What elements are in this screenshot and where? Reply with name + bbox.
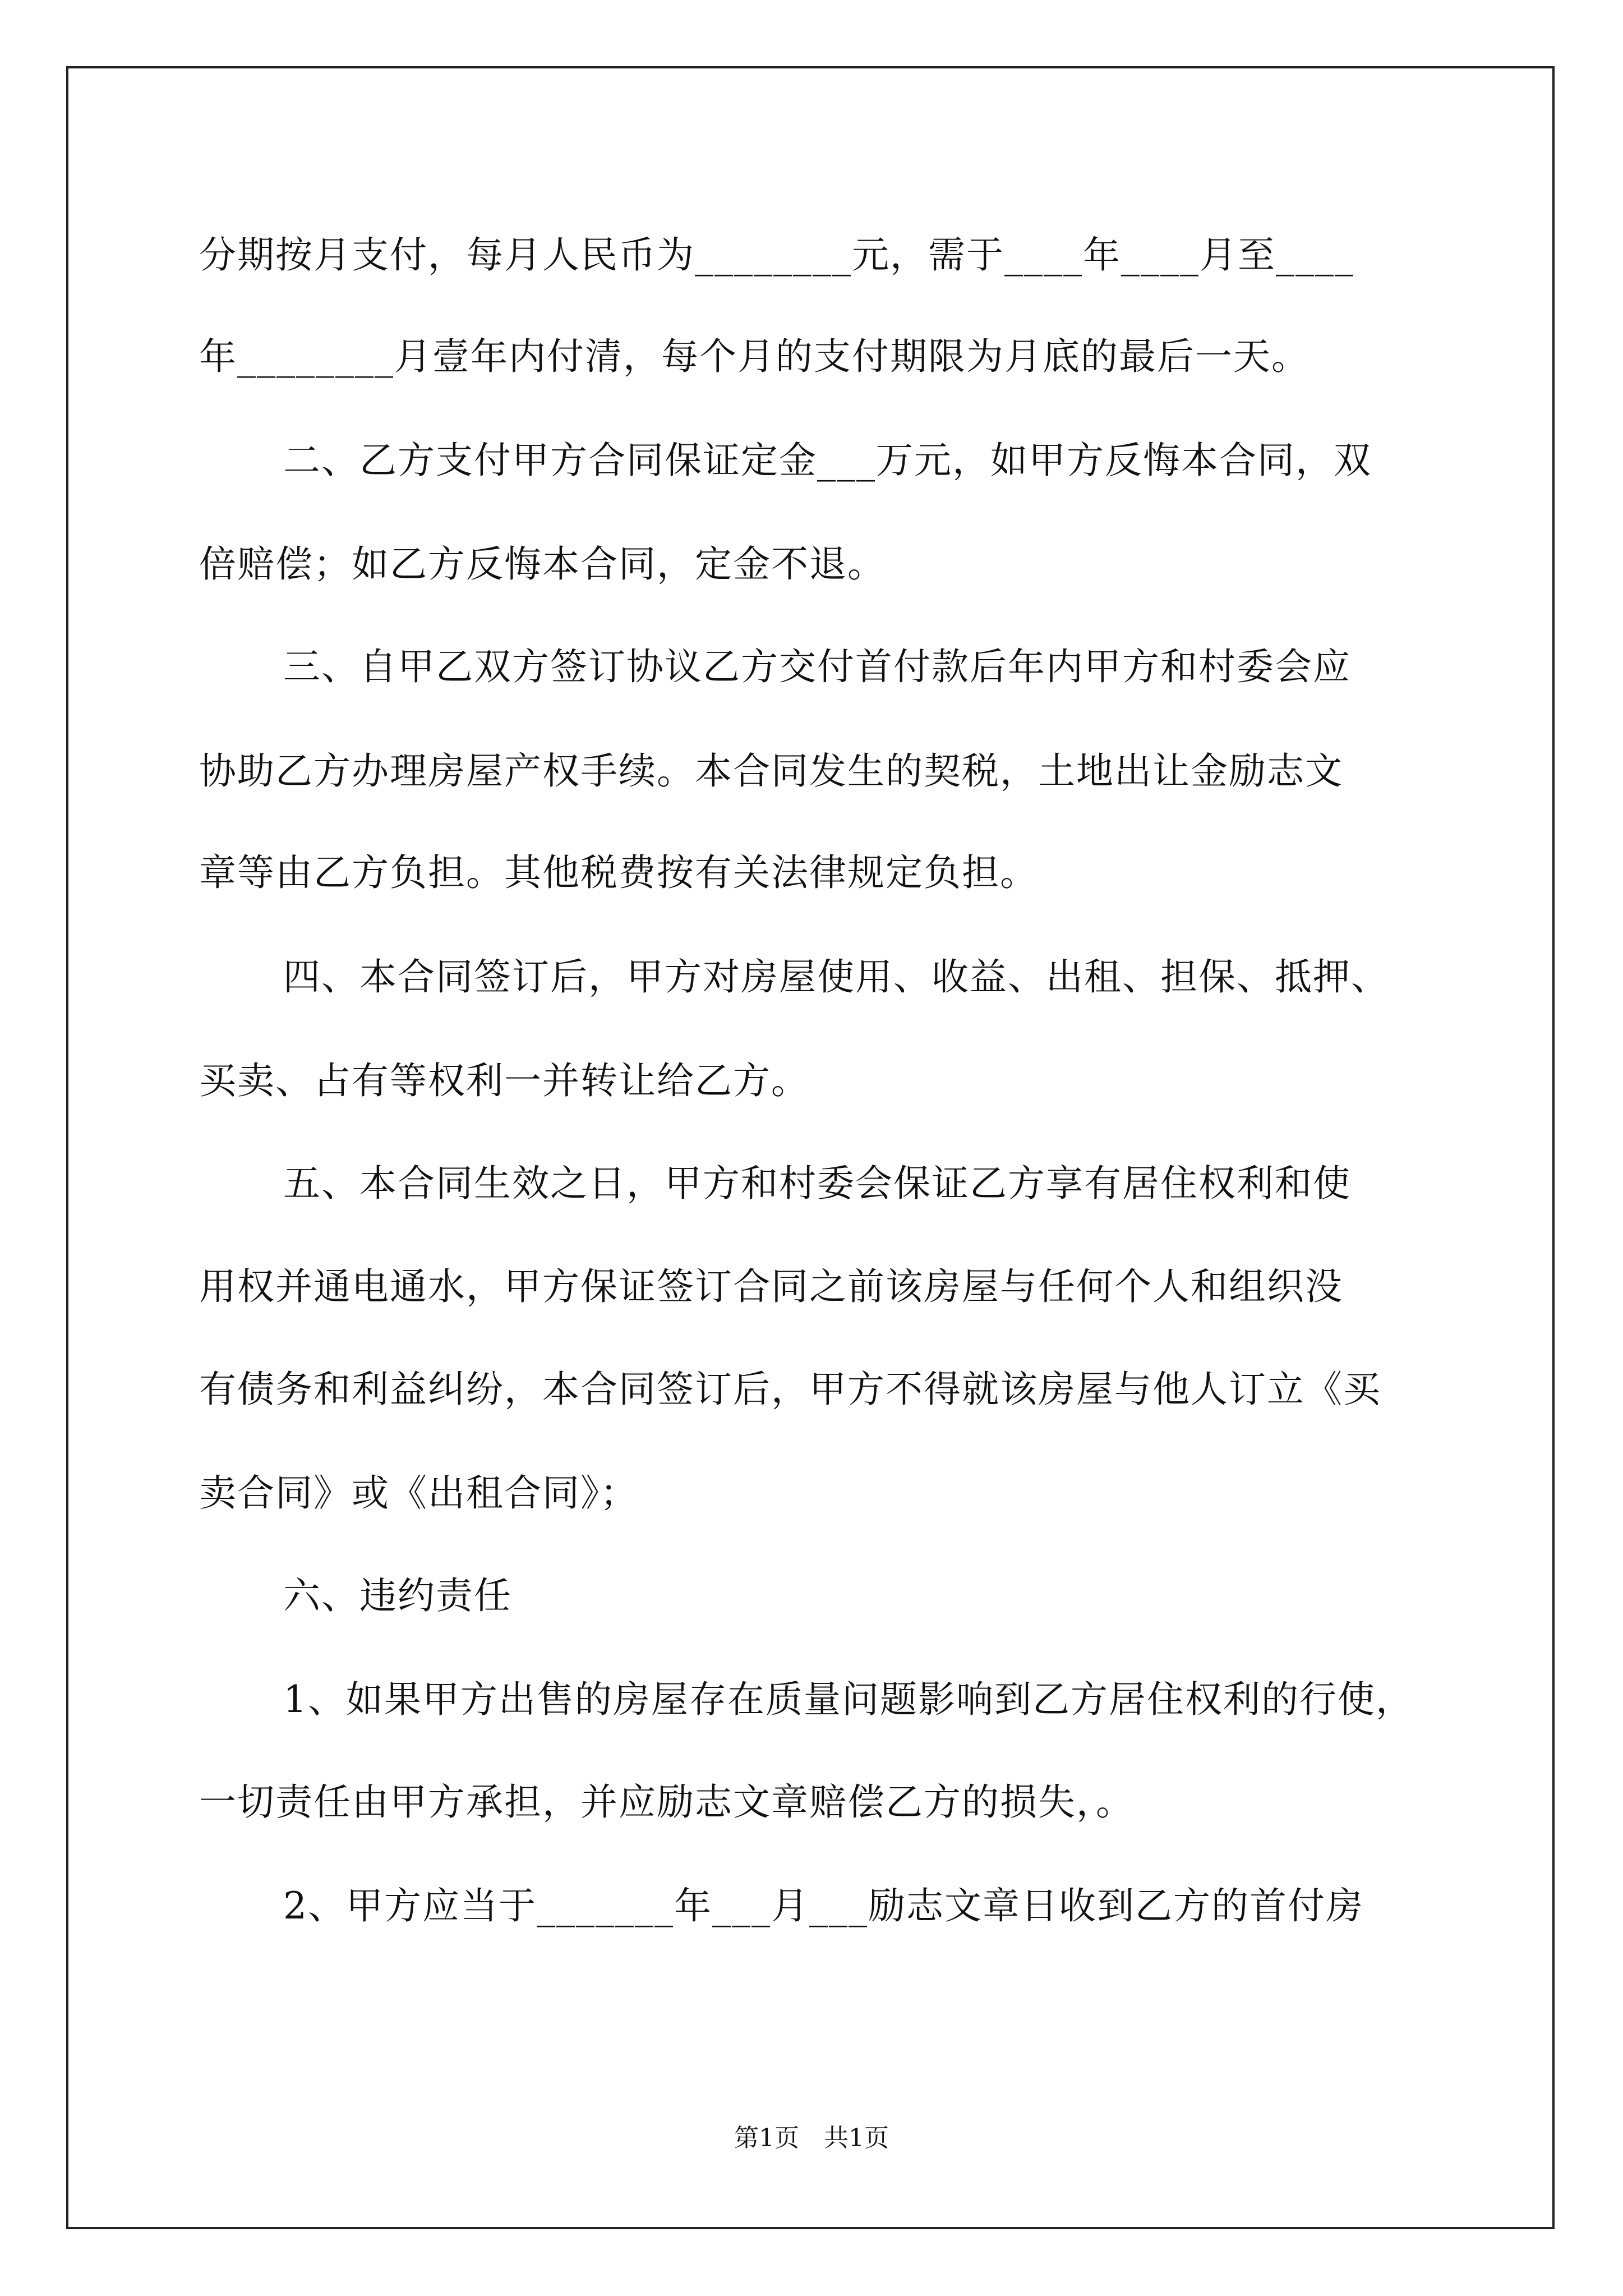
clause-1-line-2: 一切责任由甲方承担，并应励志文章赔偿乙方的损失，。 xyxy=(199,1780,1134,1824)
paragraph-5-line-4: 卖合同》或《出租合同》； xyxy=(199,1471,638,1515)
paragraph-2-line-2: 倍赔偿；如乙方反悔本合同，定金不退。 xyxy=(199,542,886,586)
page-number: 第1页 共1页 xyxy=(734,2124,889,2152)
paragraph-1-line-2: 年________月壹年内付清，每个月的支付期限为月底的最后一天。 xyxy=(199,335,1310,378)
paragraph-5-line-2: 用权并通电通水，甲方保证签订合同之前该房屋与任何个人和组织没 xyxy=(199,1265,1343,1308)
paragraph-5-line-3: 有债务和利益纠纷，本合同签订后，甲方不得就该房屋与他人订立《买 xyxy=(199,1368,1381,1411)
section-heading-breach: 六、违约责任 xyxy=(283,1574,512,1617)
paragraph-3-line-1: 三、自甲乙双方签订协议乙方交付首付款后年内甲方和村委会应 xyxy=(283,645,1351,688)
paragraph-3-line-3: 章等由乙方负担。其他税费按有关法律规定负担。 xyxy=(199,851,1038,894)
clause-2-line-1: 2、甲方应当于_______年___月___励志文章日收到乙方的首付房 xyxy=(283,1884,1364,1927)
paragraph-2-line-1: 二、乙方支付甲方合同保证定金___万元，如甲方反悔本合同，双 xyxy=(283,439,1372,482)
paragraph-4-line-1: 四、本合同签订后，甲方对房屋使用、收益、出租、担保、抵押、 xyxy=(283,955,1389,999)
paragraph-5-line-1: 五、本合同生效之日，甲方和村委会保证乙方享有居住权利和使 xyxy=(283,1162,1351,1205)
paragraph-3-line-2: 协助乙方办理房屋产权手续。本合同发生的契税，土地出让金励志文 xyxy=(199,749,1343,793)
clause-1-line-1: 1、如果甲方出售的房屋存在质量问题影响到乙方居住权利的行使， xyxy=(283,1678,1414,1721)
paragraph-4-line-2: 买卖、占有等权利一并转让给乙方。 xyxy=(199,1059,809,1102)
paragraph-1-line-1: 分期按月支付，每月人民币为________元，需于____年____月至____ xyxy=(199,233,1354,277)
